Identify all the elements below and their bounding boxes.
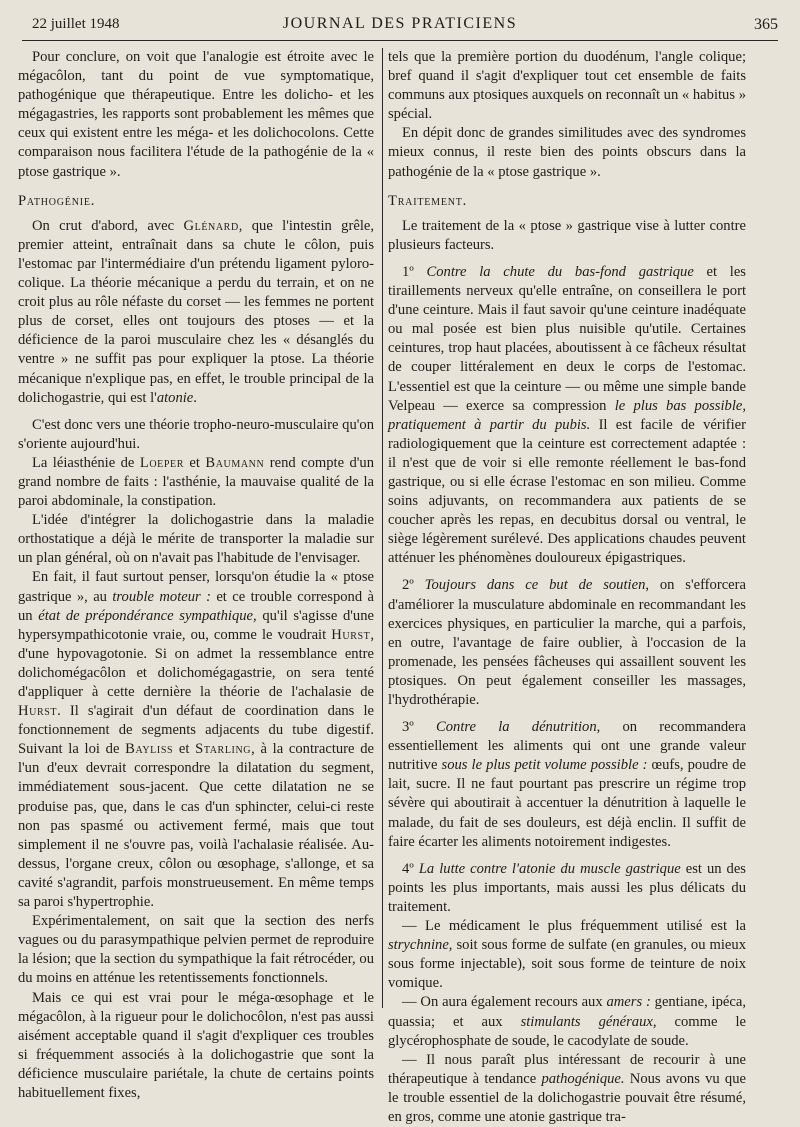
journal-title: JOURNAL DES PRATICIENS bbox=[282, 15, 518, 32]
author-name: Hurst bbox=[18, 703, 58, 720]
paragraph-amers: — On aura également recours aux amers : gentiane, ipéca, quassia; et aux stimulants généraux, comme le glycérophosphate de soude, le cacodylate de soude. bbox=[388, 994, 746, 1049]
author-name: Hurst bbox=[331, 626, 371, 643]
author-name: Loeper bbox=[139, 454, 185, 471]
author-name: Glénard bbox=[183, 217, 239, 234]
author-name: Baumann bbox=[205, 454, 265, 471]
issue-date: 22 juillet 1948 bbox=[32, 16, 120, 32]
section-heading-pathogenie: Pathogénie. bbox=[18, 192, 96, 209]
author-name: Starling bbox=[195, 741, 252, 758]
paragraph-trouble-moteur: En fait, il faut surtout penser, lorsqu'on étudie la « ptose gastrique », au trouble moteur : et ce trouble correspond à un état de prépondérance sympathique, qu'il s'agisse d'une hypersympathicotonie vraie, ou, comme le voudrait Hurst, d'une hypovagotonie. Si on admet la ressemblance entre dolichomégacôlon et dolichomégagastrie, on sera tenté d'appliquer à cette dernière la théorie de l'achalasie de Hurst. Il s'agirait d'un défaut de coordination dans le fonctionnement de segments adjacents du tube digestif. Suivant la loi de Bayliss et Starling, à la contracture de l'un d'eux devrait correspondre la dilatation du segment, immédiatement sous-jacent. Que cette dilatation ne se produise pas, que, dans le cas d'un sphincter, celui-ci reste non pas spasmé ou activement fermé, mais que tout simplement il ne s'ouvre pas, voilà l'achalasie réalisée. Au-dessus, l'organe creux, côlon ou œsophage, s'allonge, et sa cavité s'agrandit, parfois monstrueusement. En même temps sa paroi s'hypertrophie. bbox=[18, 569, 374, 911]
paragraph-duodenum: tels que la première portion du duodénum, l'angle colique; bref quand il s'agit d'expliquer tout cet ensemble de faits communs aux ptosiques auxquels on reconnaît un « habitus » spécial. bbox=[388, 49, 746, 123]
author-name: Bayliss bbox=[125, 741, 174, 758]
section-heading-traitement: Traitement. bbox=[388, 192, 468, 209]
paragraph-orthostatique: L'idée d'intégrer la dolichogastrie dans la maladie orthostatique a déjà le mérite de transporter la maladie sur un plan général, où on n'avait pas l'habitude de l'envisager. bbox=[18, 512, 374, 567]
paragraph-mega-oesophage: Mais ce qui est vrai pour le méga-œsophage et le mégacôlon, à la rigueur pour le dolichocôlon, n'est pas aussi aisément acceptable quand il s'agit d'expliquer ces troubles si fréquemment associés à la dolichogastrie que sont la déficience musculaire pariétale, la chute de certains points habituellement fixes, bbox=[18, 989, 374, 1101]
page-number: 365 bbox=[754, 16, 778, 33]
paragraph-conclusion: Pour conclure, on voit que l'analogie est étroite avec le mégacôlon, tant du point de vue symptomatique, pathogénique que thérapeutique. Entre les dolicho- et les mégagastries, les rapports sont probablement les mêmes que ceux qui existent entre les méga- et les dolichocolons. Cette comparaison nous facilitera l'étude de la pathogénie de la « ptose gastrique ». bbox=[18, 49, 374, 180]
paragraph-soutien: 2º Toujours dans ce but de soutien, on s'efforcera d'améliorer la musculature abdominale en recommandant les exercices physiques, en particulier la marche, qui a parfois, en outre, l'avantage de faire oublier, à l'occasion de la promenade, les pensées fâcheuses qui assaillent souvent les ptosiques. On peut également conseiller les massages, l'hydrothérapie. bbox=[388, 577, 746, 708]
paragraph-pathogenique: — Il nous paraît plus intéressant de recourir à une thérapeutique à tendance pathogénique. Nous avons vu que le trouble essentiel de la dolichogastrie pouvait être résumé, en gros, comme une atonie gastrique tra- bbox=[388, 1051, 746, 1125]
paragraph-traitement-intro: Le traitement de la « ptose » gastrique vise à lutter contre plusieurs facteurs. bbox=[388, 217, 746, 253]
paragraph-strychnine: — Le médicament le plus fréquemment utilisé est la strychnine, soit sous forme de sulfate (en granules, ou mieux sous forme injectable), soit sous forme de teinture de noix vomique. bbox=[388, 918, 746, 992]
right-column bbox=[388, 48, 746, 1127]
paragraph-similitudes: En dépit donc de grandes similitudes avec des syndromes mieux connus, il reste bien des points obscurs dans la pathogénie de la « ptose gastrique ». bbox=[388, 125, 746, 180]
paragraph-glenard: On crut d'abord, avec Glénard, que l'intestin grêle, premier atteint, entraînait dans sa chute le côlon, puis l'estomac par l'intermédiaire d'un prétendu ligament pyloro-colique. La théorie mécanique a perdu du terrain, et on ne croit plus au rôle néfaste du corset — les femmes ne portent plus de corset, elles ont toujours des ptoses — et la déficience de la paroi musculaire chez les « désanglés du ventre » ne suffit pas pour expliquer la ptose. La théorie mécanique n'explique pas, en effet, le trouble principal de la dolichogastrie, qui est l'atonie. bbox=[18, 217, 375, 406]
paragraph-tropho-neuro: C'est donc vers une théorie tropho-neuro-musculaire qu'on s'oriente aujourd'hui. bbox=[18, 416, 374, 452]
paragraph-atonie: 4º La lutte contre l'atonie du muscle gastrique est un des points les plus importants, mais aussi les plus délicats du traitement. bbox=[388, 860, 746, 915]
paragraph-experimentalement: Expérimentalement, on sait que la section des nerfs vagues ou du parasympathique pelvien permet de reproduire la lésion; que la section du sympathique la fait rétrocéder, ou du moins en atténue les retentissements fonctionnels. bbox=[18, 913, 374, 987]
column-divider bbox=[382, 48, 383, 1008]
paragraph-leiasthenie: La léiasthénie de Loeper et Baumann rend compte d'un grand nombre de faits : l'asthénie, la mauvaise qualité de la paroi abdominale, la constipation. bbox=[18, 454, 374, 510]
running-header bbox=[22, 10, 778, 41]
left-column bbox=[18, 48, 374, 1103]
paragraph-denutrition: 3º Contre la dénutrition, on recommandera essentiellement les aliments qui ont une grande valeur nutritive sous le plus petit volume possible : œufs, poudre de lait, sucre. Il ne faut pourtant pas prescrire un régime trop sévère qui aboutirait à accentuer la dénutrition à laquelle le malade, du fait de ses douleurs, est déjà enclin. Il suffit de faire écarter les aliments notoirement indigestes. bbox=[388, 719, 746, 850]
paragraph-ceinture: 1º Contre la chute du bas-fond gastrique et les tiraillements nerveux qu'elle entraîne, on conseillera le port d'une ceinture. Mais il faut savoir qu'une ceinture inadéquate ou mal posée est bien plus nuisible qu'utile. Certaines ceintures, trop haut placées, aboutissent à ce fâcheux résultat de couper littéralement en deux le corps de l'estomac. L'essentiel est que la ceinture — ou même une simple bande Velpeau — exerce sa compression le plus bas possible, pratiquement à partir du pubis. Il est facile de vérifier radiologiquement que la ceinture est correctement adaptée : il n'est que de voir si elle remonte réellement le bas-fond gastrique, ou si elle écrase l'estomac en son milieu. Comme soins adjuvants, on recommandera aux patients de se coucher après les repas, en decubitus dorsal ou ventral, le siège légèrement surélevé. Des applications chaudes peuvent atténuer les phénomènes douloureux épigastriques. bbox=[388, 263, 747, 567]
